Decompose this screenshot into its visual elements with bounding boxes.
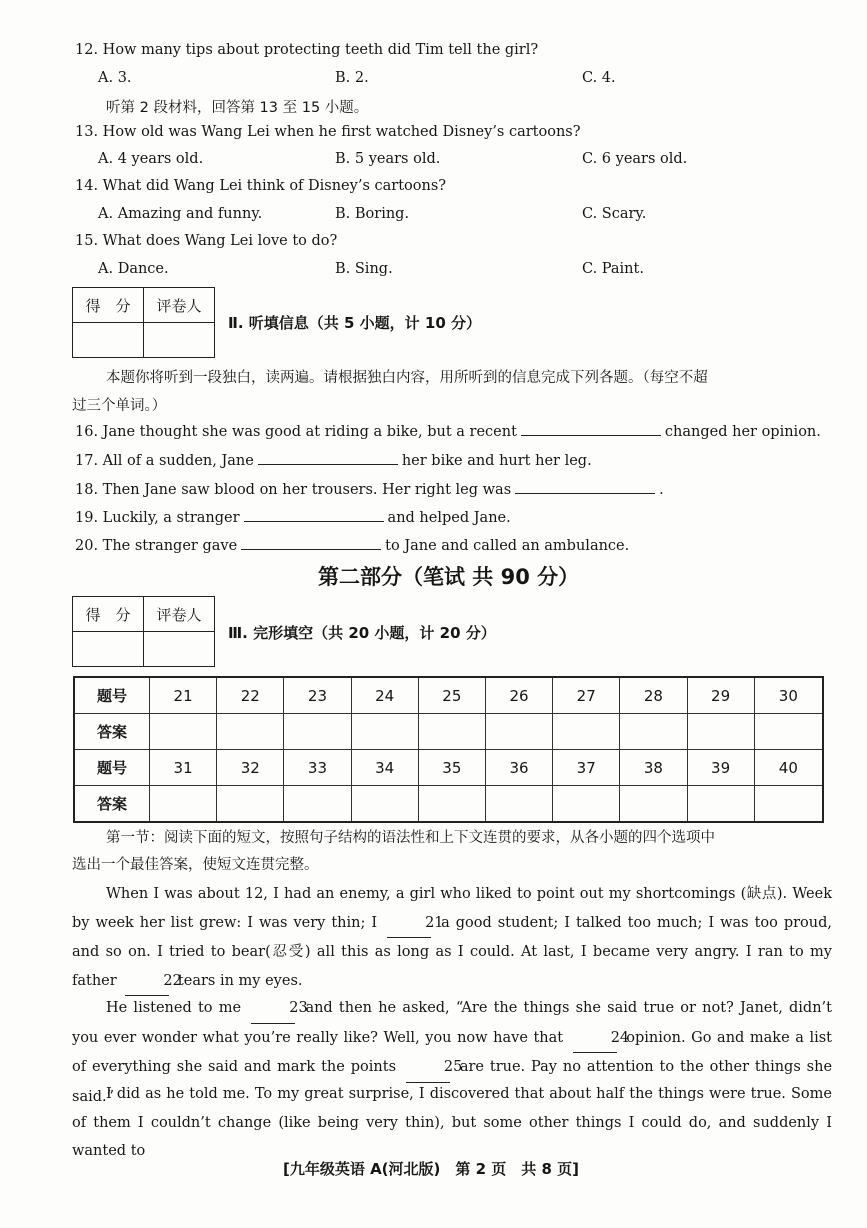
q16-blank[interactable] (521, 421, 661, 436)
q18-before: 18. Then Jane saw blood on her trousers. Her right leg was (75, 482, 512, 498)
grader-label: 评卷人 (144, 597, 215, 632)
grader-cell[interactable] (144, 323, 215, 358)
q17-after: her bike and hurt her leg. (401, 453, 592, 469)
q16-after: changed her opinion. (664, 424, 821, 440)
question-number: 24 (351, 677, 418, 714)
question-12-stem: 12. How many tips about protecting teeth did Tim tell the girl? (75, 42, 539, 58)
passage-paragraph-3: I did as he told me. To my great surprise, I discovered that about half the things were true. Some of them I couldn’t change (like being very thin), but some other things I could do, and suddenly I wanted to (72, 1086, 832, 1159)
q13-option-a: A. 4 years old. (98, 151, 204, 167)
answer-cell[interactable] (754, 786, 823, 823)
question-number: 37 (553, 750, 620, 786)
passage-text: are true. Pay no attention to the other things she said.” (72, 1059, 833, 1105)
answer-cell[interactable] (351, 714, 418, 750)
passage-text: When I was about 12, I had an enemy, a girl who liked to point out my shortcomings (缺点). Week by week her list grew: I was very thin; I (72, 886, 832, 931)
section-3-title: Ⅲ. 完形填空（共 20 小题，计 20 分） (228, 624, 496, 642)
score-label: 得 分 (73, 597, 144, 632)
answer-cell[interactable] (553, 714, 620, 750)
answer-cell[interactable] (351, 786, 418, 823)
score-label: 得 分 (73, 288, 144, 323)
question-16 (75, 421, 821, 440)
score-cell[interactable] (73, 323, 144, 358)
question-number: 30 (754, 677, 823, 714)
section-2-title: Ⅱ. 听填信息（共 5 小题，计 10 分） (228, 314, 482, 332)
section-2-intro-line2: 过三个单词。） (72, 398, 167, 414)
passage-text: and then he asked, “Are the things she said true or not? Janet, didn’t you ever wonder what you’re really like? Well, you now have that (72, 1000, 832, 1046)
question-14-stem: 14. What did Wang Lei think of Disney’s cartoons? (75, 178, 447, 194)
q16-before: 16. Jane thought she was good at riding a bike, but a recent (75, 424, 517, 440)
q12-option-b: B. 2. (335, 70, 369, 86)
answer-cell[interactable] (284, 714, 351, 750)
q12-option-c: C. 4. (582, 70, 616, 86)
answer-cell[interactable] (485, 786, 552, 823)
answer-cell[interactable] (620, 714, 687, 750)
answer-cell[interactable] (553, 786, 620, 823)
score-cell[interactable] (73, 632, 144, 667)
q20-after: to Jane and called an ambulance. (385, 538, 630, 554)
answer-cell[interactable] (217, 786, 284, 823)
question-number: 39 (687, 750, 754, 786)
answer-header: 答案 (74, 786, 150, 823)
question-18 (75, 479, 664, 498)
question-15-stem: 15. What does Wang Lei love to do? (75, 233, 338, 249)
answer-cell[interactable] (418, 714, 485, 750)
answer-cell[interactable] (754, 714, 823, 750)
score-box-section-2 (72, 287, 215, 358)
question-number: 26 (485, 677, 552, 714)
q18-after: . (659, 482, 664, 498)
grader-cell[interactable] (144, 632, 215, 667)
question-number: 32 (217, 750, 284, 786)
question-number: 34 (351, 750, 418, 786)
answer-cell[interactable] (217, 714, 284, 750)
answer-cell[interactable] (418, 786, 485, 823)
q17-blank[interactable] (258, 450, 398, 465)
blank-21[interactable]: 21 (387, 909, 431, 939)
q19-after: and helped Jane. (387, 510, 511, 526)
q14-option-b: B. Boring. (335, 206, 410, 222)
answer-cell[interactable] (284, 786, 351, 823)
blank-24[interactable]: 24 (573, 1024, 617, 1054)
question-number: 36 (485, 750, 552, 786)
grader-label: 评卷人 (144, 288, 215, 323)
q19-before: 19. Luckily, a stranger (75, 510, 240, 526)
part-2-title: 第二部分（笔试 共 90 分） (318, 565, 580, 589)
number-header: 题号 (74, 750, 150, 786)
q14-option-a: A. Amazing and funny. (98, 206, 263, 222)
answer-cell[interactable] (485, 714, 552, 750)
passage-paragraph-1 (72, 880, 832, 996)
passage-2-intro: 听第 2 段材料，回答第 13 至 15 小题。 (106, 100, 369, 116)
answer-cell[interactable] (150, 786, 217, 823)
blank-22[interactable]: 22 (125, 967, 169, 997)
page-footer: [九年级英语 A(河北版) 第 2 页 共 8 页] (283, 1160, 580, 1178)
passage-text: a good student; I talked too much; I was too proud, and so on. I tried to bear(忍受) all this as long as I could. At last, I became very angry. I ran to my father (72, 914, 833, 989)
question-number: 25 (418, 677, 485, 714)
q19-blank[interactable] (244, 507, 384, 522)
q15-option-b: B. Sing. (335, 261, 393, 277)
question-number: 21 (150, 677, 217, 714)
question-19 (75, 507, 511, 526)
question-number: 38 (620, 750, 687, 786)
question-number: 31 (150, 750, 217, 786)
question-number: 28 (620, 677, 687, 714)
answer-grid (73, 676, 824, 823)
q20-blank[interactable] (241, 535, 381, 550)
question-number: 27 (553, 677, 620, 714)
question-number: 33 (284, 750, 351, 786)
question-number: 29 (687, 677, 754, 714)
q13-option-c: C. 6 years old. (582, 151, 688, 167)
q15-option-c: C. Paint. (582, 261, 644, 277)
passage-text: He listened to me (106, 1000, 242, 1016)
answer-cell[interactable] (150, 714, 217, 750)
answer-cell[interactable] (620, 786, 687, 823)
answer-cell[interactable] (687, 714, 754, 750)
q12-option-a: A. 3. (98, 70, 132, 86)
instruction-line2: 选出一个最佳答案，使短文连贯完整。 (72, 857, 319, 873)
q14-option-c: C. Scary. (582, 206, 647, 222)
q20-before: 20. The stranger gave (75, 538, 238, 554)
q15-option-a: A. Dance. (98, 261, 169, 277)
instruction-line1: 第一节：阅读下面的短文，按照句子结构的语法性和上下文连贯的要求，从各小题的四个选项中 (106, 830, 715, 846)
question-number: 35 (418, 750, 485, 786)
number-header: 题号 (74, 677, 150, 714)
q18-blank[interactable] (515, 479, 655, 494)
question-13-stem: 13. How old was Wang Lei when he first watched Disney’s cartoons? (75, 124, 581, 140)
blank-25[interactable]: 25 (406, 1053, 450, 1083)
answer-header: 答案 (74, 714, 150, 750)
q13-option-b: B. 5 years old. (335, 151, 441, 167)
question-number: 40 (754, 750, 823, 786)
q17-before: 17. All of a sudden, Jane (75, 453, 254, 469)
question-17 (75, 450, 592, 469)
passage-text: tears in my eyes. (177, 972, 303, 989)
question-20 (75, 535, 629, 554)
score-box-section-3 (72, 596, 215, 667)
passage-text: opinion. Go and make a list of everything she said and mark the points (72, 1029, 832, 1075)
answer-cell[interactable] (687, 786, 754, 823)
blank-23[interactable]: 23 (251, 994, 295, 1024)
question-number: 23 (284, 677, 351, 714)
section-2-intro-line1: 本题你将听到一段独白，读两遍。请根据独白内容，用所听到的信息完成下列各题。（每空不超 (106, 370, 708, 386)
question-number: 22 (217, 677, 284, 714)
